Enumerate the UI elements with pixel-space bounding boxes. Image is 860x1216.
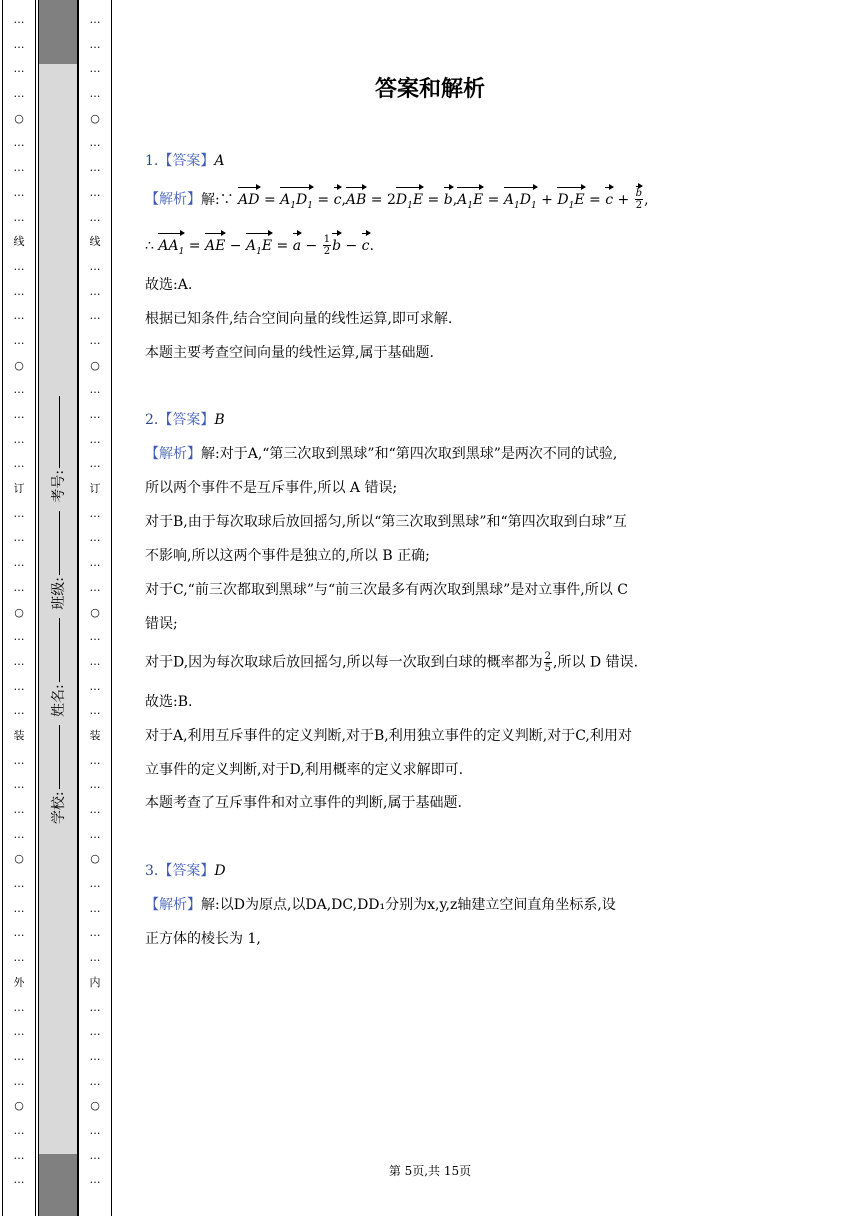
inner-binding-mark: … <box>89 556 101 570</box>
outer-binding-mark: ○ <box>14 111 24 125</box>
inner-binding-mark: … <box>89 1074 101 1088</box>
student-info-fields <box>48 392 68 824</box>
q2-text4: 不影响,所以这两个事件是独立的,所以 B 正确; <box>145 548 430 564</box>
q1-summary: 本题主要考查空间向量的线性运算,属于基础题. <box>145 345 434 361</box>
outer-binding-mark: … <box>13 901 25 915</box>
inner-binding-mark: … <box>89 1148 101 1162</box>
inner-binding-mark: ○ <box>90 1099 100 1113</box>
school-label: 学校: <box>51 791 67 825</box>
inner-binding-mark: … <box>89 1173 101 1187</box>
page-title <box>0 72 860 103</box>
outer-binding-mark: … <box>13 284 25 298</box>
class-label: 班级: <box>51 577 67 610</box>
inner-binding-mark: … <box>89 62 101 76</box>
inner-binding-mark: … <box>89 383 101 397</box>
outer-binding-mark: … <box>13 1148 25 1162</box>
q2-probability-fraction: $\frac{2}{5}$ <box>544 651 551 674</box>
inner-binding-mark: … <box>89 309 101 323</box>
inner-binding-marks <box>79 8 111 1216</box>
q3-answer-tag: 【答案】 <box>158 863 215 879</box>
inner-binding-mark: … <box>89 333 101 347</box>
inner-binding-mark: … <box>89 901 101 915</box>
outer-binding-mark: … <box>13 704 25 718</box>
inner-binding-mark: 装 <box>89 728 101 742</box>
outer-binding-mark: … <box>13 1049 25 1063</box>
q2-text6: 错误; <box>145 616 178 632</box>
inner-binding-mark: … <box>89 210 101 224</box>
q2-answer-tag: 【答案】 <box>158 412 215 428</box>
outer-binding-mark: … <box>13 1123 25 1137</box>
outer-binding-mark: … <box>13 506 25 520</box>
band-top-block <box>39 0 77 64</box>
outer-binding-mark: … <box>13 803 25 816</box>
inner-binding-mark: … <box>89 753 101 767</box>
inner-binding-mark: … <box>89 37 101 51</box>
page-footer <box>0 1162 860 1179</box>
q3-number: 3. <box>145 863 159 879</box>
outer-binding-mark: … <box>13 630 25 644</box>
inner-binding-mark: … <box>89 13 101 26</box>
inner-binding-mark: … <box>89 679 101 693</box>
outer-binding-mark: ○ <box>14 1099 24 1113</box>
outer-binding-mark: ○ <box>14 605 24 619</box>
q2-summary: 本题考查了互斥事件和对立事件的判断,属于基础题. <box>145 795 462 811</box>
outer-binding-mark: … <box>13 951 25 965</box>
inner-binding-mark: … <box>89 284 101 298</box>
outer-binding-mark: … <box>13 136 25 150</box>
q2-number: 2. <box>145 412 159 428</box>
outer-binding-mark: … <box>13 333 25 347</box>
q1-formula2: ∴ $AA_1$ = AE − $A_1E = a$ − $\frac{1}{2}$ b − c. <box>145 238 374 254</box>
q2-text2: 所以两个事件不是互斥事件,所以 A 错误; <box>145 480 398 496</box>
q2-analysis-tag: 【解析】 <box>145 446 201 462</box>
outer-binding-mark: … <box>13 161 25 175</box>
inner-binding-mark: 订 <box>89 482 101 496</box>
outer-binding-mark: … <box>13 1000 25 1014</box>
inner-binding-mark: … <box>89 1049 101 1063</box>
outer-binding-marks <box>3 8 35 1216</box>
outer-binding-mark: … <box>13 259 25 273</box>
exam-no-blank <box>59 396 60 468</box>
q1-analysis-line1 <box>145 188 720 216</box>
q1-method: 根据已知条件,结合空间向量的线性运算,即可求解. <box>145 311 453 327</box>
outer-binding-mark: … <box>13 37 25 51</box>
outer-binding-mark: … <box>13 309 25 323</box>
inner-binding-mark: 线 <box>89 235 101 249</box>
school-blank <box>59 725 60 789</box>
outer-binding-mark: … <box>13 1074 25 1088</box>
outer-binding-mark: … <box>13 926 25 940</box>
inner-binding-mark: … <box>89 1000 101 1014</box>
inner-binding-mark: … <box>89 630 101 644</box>
page-number: 第 5页,共 15页 <box>388 1164 472 1178</box>
q2-answer: B <box>214 412 225 428</box>
outer-binding-mark: ○ <box>14 358 24 372</box>
outer-binding-mark: … <box>13 778 25 792</box>
inner-binding-strip <box>78 0 112 1216</box>
q3-analysis-tag: 【解析】 <box>145 897 201 913</box>
outer-binding-mark: … <box>13 210 25 224</box>
inner-binding-mark: 内 <box>89 975 101 989</box>
outer-binding-mark: … <box>13 87 25 101</box>
outer-binding-mark: … <box>13 457 25 471</box>
inner-binding-mark: … <box>89 803 101 816</box>
q3-text1: 解:以D为原点,以DA,DC,DD₁分别为x,y,z轴建立空间直角坐标系,设 <box>201 897 616 913</box>
outer-binding-strip <box>2 0 36 1216</box>
outer-binding-mark: 外 <box>13 975 25 989</box>
inner-binding-mark: … <box>89 506 101 520</box>
inner-binding-mark: … <box>89 185 101 199</box>
inner-binding-mark: … <box>89 926 101 940</box>
inner-binding-mark: … <box>89 259 101 273</box>
outer-binding-mark: … <box>13 383 25 397</box>
name-label: 姓名: <box>51 684 67 717</box>
outer-binding-mark: … <box>13 827 25 841</box>
class-blank <box>59 511 60 575</box>
inner-binding-mark: … <box>89 877 101 891</box>
q2-text7a: 对于D,因为每次取球后放回摇匀,所以每一次取到白球的概率都为 <box>145 654 543 671</box>
inner-binding-mark: ○ <box>90 852 100 866</box>
inner-binding-mark: … <box>89 951 101 965</box>
outer-binding-mark: … <box>13 1025 25 1039</box>
q2-text3: 对于B,由于每次取球后放回摇匀,所以“第三次取到黑球”和“第四次取到白球”互 <box>145 514 627 530</box>
q3-answer: D <box>214 863 226 879</box>
outer-binding-mark: 装 <box>13 728 25 742</box>
outer-binding-mark: 订 <box>13 482 25 496</box>
page-title-text: 答案和解析 <box>374 77 485 102</box>
q1-analysis-tag: 【解析】 <box>145 191 201 208</box>
q3-analysis-line1 <box>145 894 720 916</box>
inner-binding-mark: ○ <box>90 111 100 125</box>
outer-binding-mark: … <box>13 62 25 76</box>
outer-binding-mark: 线 <box>13 235 25 249</box>
outer-binding-mark: … <box>13 679 25 693</box>
q2-conclusion: 故选:B. <box>145 694 193 710</box>
inner-binding-mark: … <box>89 136 101 150</box>
inner-binding-mark: … <box>89 432 101 446</box>
inner-binding-mark: … <box>89 1025 101 1039</box>
name-blank <box>59 618 60 682</box>
outer-binding-mark: … <box>13 580 25 594</box>
q2-text1: 解:对于A,“第三次取到黑球”和“第四次取到黑球”是两次不同的试验, <box>201 446 618 462</box>
inner-binding-mark: … <box>89 457 101 471</box>
inner-binding-mark: … <box>89 704 101 718</box>
inner-binding-mark: … <box>89 1123 101 1137</box>
q1-conclusion: 故选:A. <box>145 277 193 293</box>
outer-binding-mark: … <box>13 13 25 26</box>
inner-binding-mark: … <box>89 408 101 421</box>
inner-binding-mark: … <box>89 580 101 594</box>
inner-binding-mark: … <box>89 161 101 175</box>
q2-text5: 对于C,“前三次都取到黑球”与“前三次最多有两次取到黑球”是对立事件,所以 C <box>145 582 628 598</box>
q1-answer-tag: 【答案】 <box>158 153 215 169</box>
q1-answer-line <box>145 150 720 172</box>
outer-binding-mark: … <box>13 753 25 767</box>
q1-analysis-line2 <box>145 234 720 262</box>
q3-answer-line <box>145 860 720 882</box>
outer-binding-mark: … <box>13 556 25 570</box>
outer-binding-mark: … <box>13 432 25 446</box>
outer-binding-mark: … <box>13 408 25 421</box>
q1-formula1: 解:∵ AD = $A_1D_1 = c,AB = 2D_1E = b,A_1E = A_1D_1 + D_1E = c$ + $\frac{b}{2}$ , <box>201 192 649 208</box>
inner-binding-mark: ○ <box>90 605 100 619</box>
q1-number: 1. <box>145 153 159 169</box>
q1-answer: A <box>214 153 225 169</box>
q2-text9: 对于A,利用互斥事件的定义判断,对于B,利用独立事件的定义判断,对于C,利用对 <box>145 728 632 744</box>
inner-binding-mark: … <box>89 778 101 792</box>
outer-binding-mark: … <box>13 531 25 545</box>
outer-binding-mark: … <box>13 185 25 199</box>
q2-text10: 立事件的定义判断,对于D,利用概率的定义求解即可. <box>145 762 464 778</box>
q2-analysis-line1 <box>145 443 720 465</box>
outer-binding-mark: … <box>13 1173 25 1187</box>
exam-no-label: 考号: <box>51 469 67 503</box>
inner-binding-mark: … <box>89 827 101 841</box>
inner-binding-mark: … <box>89 531 101 545</box>
q3-text2: 正方体的棱长为 1, <box>145 931 261 947</box>
q2-text7b: ,所以 D 错误. <box>553 654 639 671</box>
outer-binding-mark: … <box>13 654 25 668</box>
inner-binding-mark: … <box>89 654 101 668</box>
q2-text7 <box>145 651 720 674</box>
inner-binding-mark: … <box>89 87 101 101</box>
outer-binding-mark: ○ <box>14 852 24 866</box>
q2-answer-line <box>145 409 720 431</box>
inner-binding-mark: ○ <box>90 358 100 372</box>
outer-binding-mark: … <box>13 877 25 891</box>
